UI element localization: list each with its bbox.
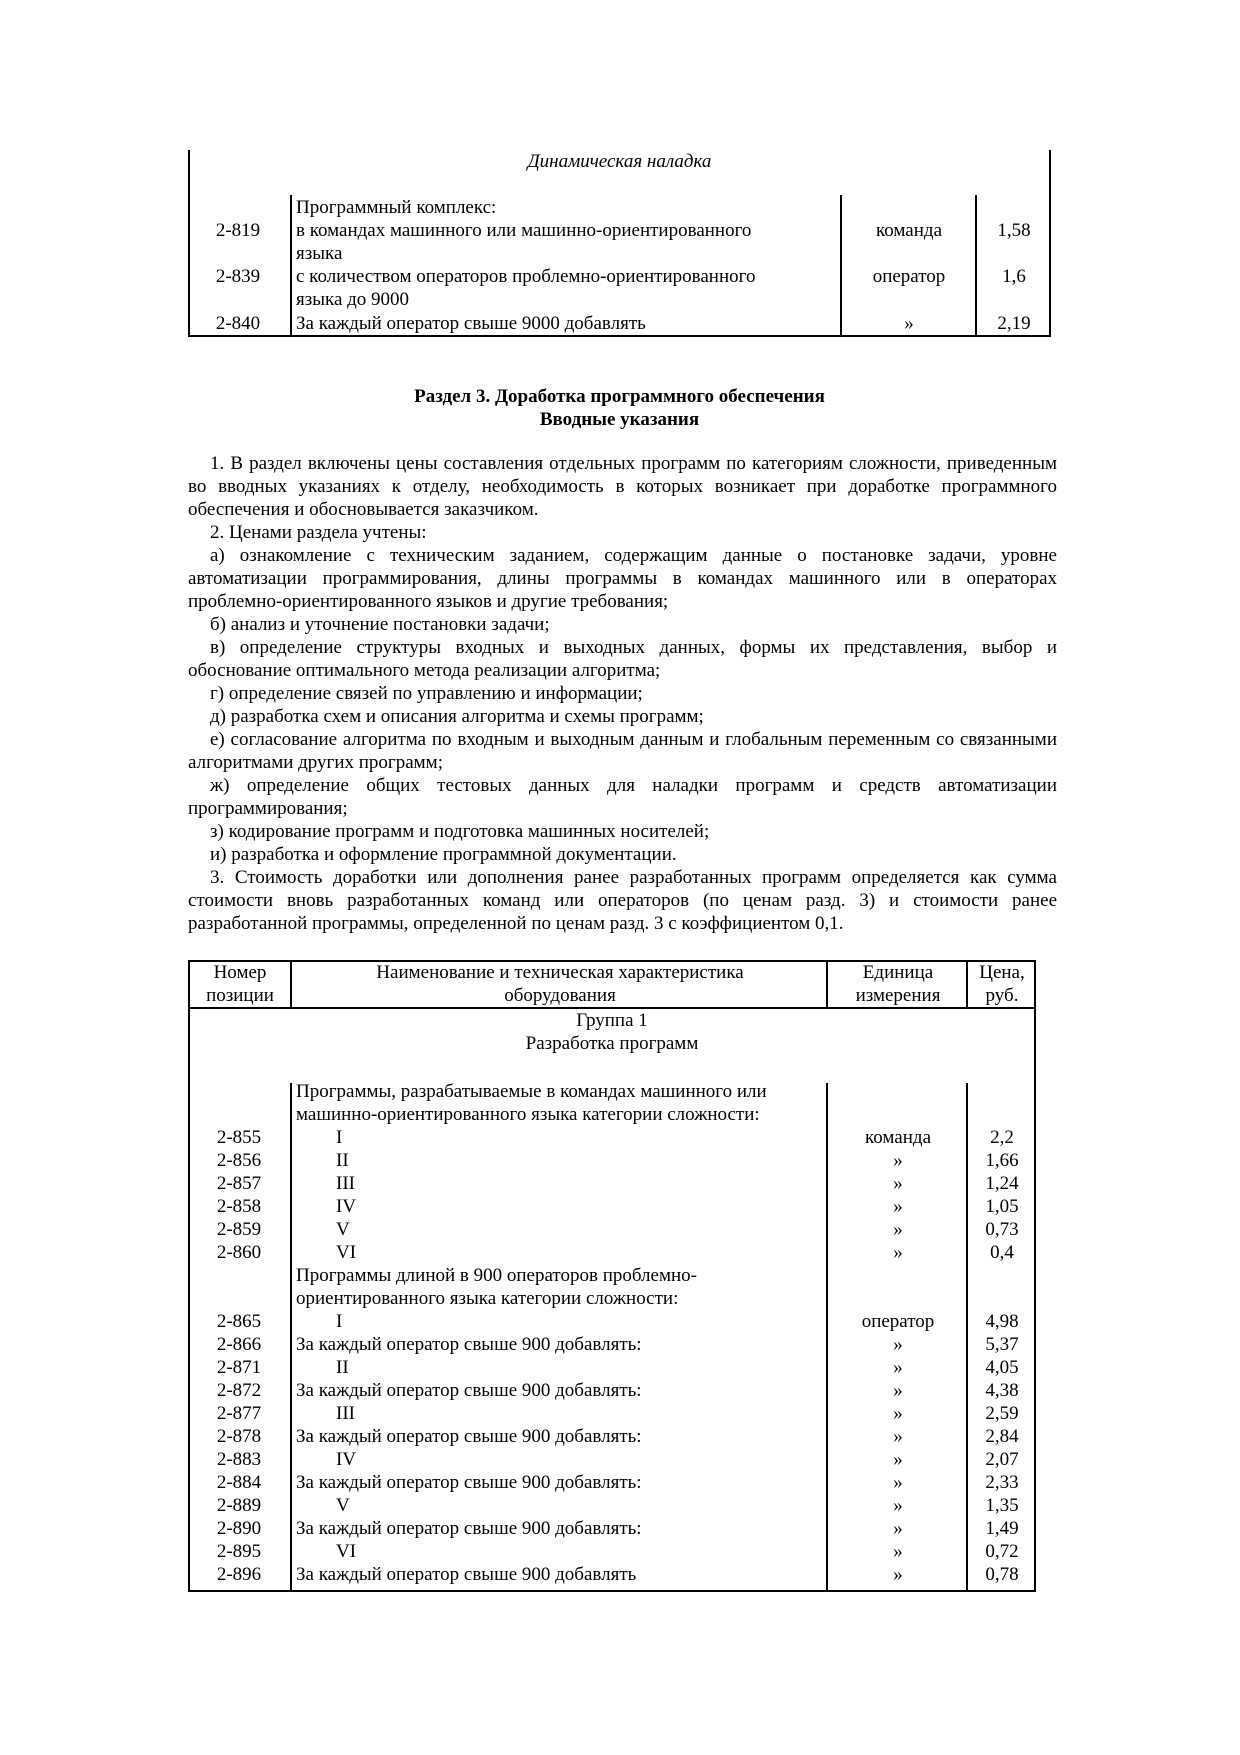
row-description: VI <box>336 1242 357 1263</box>
row-price: 0,78 <box>985 1564 1019 1585</box>
row-unit: » <box>893 1196 903 1217</box>
header-num-line: позиции <box>206 985 274 1006</box>
section-subtitle: Вводные указания <box>539 409 700 430</box>
row-description: с количеством операторов проблемно-ориентированного <box>296 266 756 287</box>
paragraph: 3. Стоимость доработки или дополнения ранее разработанных программ определяется как сумма стоимости вновь разработанных команд или операторов (по ценам разд. 3) и стоимости ранее разработанной программы, определенной по ценам разд. 3 с коэффициентом 0,1. <box>188 867 1057 934</box>
position-number: 2-877 <box>216 1403 262 1424</box>
paragraph: в) определение структуры входных и выходных данных, формы их представления, выбор и обоснование оптимального метода реализации алгоритма; <box>188 637 1057 681</box>
row-price: 1,24 <box>985 1173 1019 1194</box>
row-price: 1,66 <box>985 1150 1019 1171</box>
row-price: 4,38 <box>985 1380 1019 1401</box>
complex-label: Программный комплекс: <box>296 197 497 218</box>
paragraph: б) анализ и уточнение постановки задачи; <box>210 614 550 635</box>
row-description: За каждый оператор свыше 900 добавлять <box>296 1564 637 1585</box>
position-number: 2-856 <box>216 1150 262 1171</box>
row-unit: » <box>893 1242 903 1263</box>
position-number: 2-860 <box>216 1242 262 1263</box>
row-price: 1,35 <box>985 1495 1019 1516</box>
intro-text <box>188 452 1057 935</box>
header-num-line: Номер <box>213 962 267 983</box>
paragraph: г) определение связей по управлению и информации; <box>210 683 643 704</box>
header-unit-line: Единица <box>862 962 934 983</box>
row-price: 5,37 <box>985 1334 1019 1355</box>
position-number: 2-878 <box>216 1426 262 1447</box>
row-description: II <box>336 1357 349 1378</box>
row-unit: » <box>893 1219 903 1240</box>
row-price: 2,2 <box>990 1127 1014 1148</box>
row-description: V <box>336 1495 350 1516</box>
row-description: I <box>336 1311 343 1332</box>
row-price: 1,49 <box>985 1518 1019 1539</box>
row-unit: » <box>893 1334 903 1355</box>
block-title: Программы длиной в 900 операторов проблемно- <box>296 1265 697 1286</box>
row-description: III <box>336 1403 355 1424</box>
position-number: 2-839 <box>215 266 261 287</box>
paragraph: д) разработка схем и описания алгоритма и схемы программ; <box>210 706 704 727</box>
row-description: За каждый оператор свыше 900 добавлять: <box>296 1334 642 1355</box>
position-number: 2-889 <box>216 1495 262 1516</box>
header-price-line: Цена, <box>979 962 1025 983</box>
position-number: 2-884 <box>216 1472 262 1493</box>
group-title: Разработка программ <box>525 1033 699 1054</box>
row-price: 2,33 <box>985 1472 1019 1493</box>
header-name-line: оборудования <box>504 985 616 1006</box>
paragraph: з) кодирование программ и подготовка машинных носителей; <box>210 821 710 842</box>
row-price: 1,6 <box>1002 266 1026 287</box>
section-title: Раздел 3. Доработка программного обеспечения <box>414 386 825 407</box>
row-description: За каждый оператор свыше 900 добавлять: <box>296 1426 642 1447</box>
row-description: IV <box>336 1449 357 1470</box>
position-number: 2-819 <box>215 220 261 241</box>
table-subheading: Динамическая наладка <box>527 151 712 172</box>
row-unit: оператор <box>861 1311 935 1332</box>
row-unit: » <box>893 1518 903 1539</box>
row-unit: команда <box>865 1127 931 1148</box>
header-name-line: Наименование и техническая характеристика <box>376 962 744 983</box>
position-number: 2-855 <box>216 1127 262 1148</box>
row-description: За каждый оператор свыше 900 добавлять: <box>296 1472 642 1493</box>
row-description: языка <box>296 243 343 264</box>
position-number: 2-871 <box>216 1357 262 1378</box>
row-unit: » <box>893 1426 903 1447</box>
row-price: 0,72 <box>985 1541 1019 1562</box>
position-number: 2-895 <box>216 1541 262 1562</box>
row-unit: » <box>904 313 914 334</box>
row-price: 1,58 <box>997 220 1031 241</box>
row-description: За каждый оператор свыше 9000 добавлять <box>296 313 646 334</box>
table-border <box>1049 150 1051 337</box>
row-price: 1,05 <box>985 1196 1019 1217</box>
position-number: 2-840 <box>215 313 261 334</box>
row-unit: » <box>893 1541 903 1562</box>
position-number: 2-858 <box>216 1196 262 1217</box>
paragraph: е) согласование алгоритма по входным и выходным данным и глобальным переменным со связанными алгоритмами других программ; <box>188 729 1057 773</box>
header-unit-line: измерения <box>855 985 941 1006</box>
row-price: 2,59 <box>985 1403 1019 1424</box>
paragraph: а) ознакомление с техническим заданием, содержащим данные о постановке задачи, уровне автоматизации программирования, длины программы в командах машинного или в операторах проблемно-ориентированного языков и другие требования; <box>188 545 1057 612</box>
row-unit: » <box>893 1449 903 1470</box>
position-number: 2-866 <box>216 1334 262 1355</box>
position-number: 2-883 <box>216 1449 262 1470</box>
block-title: машинно-ориентированного языка категории сложности: <box>296 1104 760 1125</box>
row-unit: » <box>893 1173 903 1194</box>
header-price <box>968 961 1036 1007</box>
row-description: I <box>336 1127 343 1148</box>
row-unit: » <box>893 1357 903 1378</box>
paragraph: 1. В раздел включены цены составления отдельных программ по категориям сложности, приведенным во вводных указаниях к отделу, необходимость в которых возникает при доработке программного обеспечения и обосновывается заказчиком. <box>188 453 1057 520</box>
row-unit: команда <box>876 220 942 241</box>
row-price: 0,73 <box>985 1219 1019 1240</box>
paragraph: ж) определение общих тестовых данных для наладки программ и средств автоматизации программирования; <box>188 775 1057 819</box>
row-unit: » <box>893 1380 903 1401</box>
paragraph: и) разработка и оформление программной документации. <box>210 844 677 865</box>
row-description: в командах машинного или машинно-ориентированного <box>296 220 752 241</box>
table-border <box>188 150 190 337</box>
row-description: II <box>336 1150 349 1171</box>
header-price-line: руб. <box>985 985 1019 1006</box>
paragraph: 2. Ценами раздела учтены: <box>210 522 427 543</box>
row-unit: » <box>893 1150 903 1171</box>
position-number: 2-896 <box>216 1564 262 1585</box>
group-label: Группа 1 <box>576 1010 648 1031</box>
position-number: 2-890 <box>216 1518 262 1539</box>
price-table-continuation <box>188 150 1051 337</box>
row-price: 2,84 <box>985 1426 1019 1447</box>
table-border <box>188 1590 1036 1592</box>
block-title: Программы, разрабатываемые в командах машинного или <box>296 1081 767 1102</box>
row-price: 2,19 <box>997 313 1031 334</box>
row-price: 4,98 <box>985 1311 1019 1332</box>
row-price: 4,05 <box>985 1357 1019 1378</box>
row-unit: оператор <box>872 266 946 287</box>
row-description: За каждый оператор свыше 900 добавлять: <box>296 1518 642 1539</box>
row-unit: » <box>893 1564 903 1585</box>
row-price: 2,07 <box>985 1449 1019 1470</box>
row-description: VI <box>336 1541 357 1562</box>
row-description: За каждый оператор свыше 900 добавлять: <box>296 1380 642 1401</box>
row-unit: » <box>893 1472 903 1493</box>
row-unit: » <box>893 1495 903 1516</box>
header-name <box>292 961 828 1007</box>
row-description: IV <box>336 1196 357 1217</box>
position-number: 2-872 <box>216 1380 262 1401</box>
table-border <box>290 195 292 337</box>
table-border <box>188 335 1051 337</box>
row-description: III <box>336 1173 355 1194</box>
header-unit <box>828 961 968 1007</box>
row-description: языка до 9000 <box>296 289 410 310</box>
header-num <box>188 961 292 1007</box>
block-title: ориентированного языка категории сложности: <box>296 1288 679 1309</box>
position-number: 2-865 <box>216 1311 262 1332</box>
position-number: 2-859 <box>216 1219 262 1240</box>
position-number: 2-857 <box>216 1173 262 1194</box>
row-description: V <box>336 1219 350 1240</box>
row-price: 0,4 <box>990 1242 1014 1263</box>
table-border <box>290 1083 292 1591</box>
price-table <box>188 960 1036 1592</box>
row-unit: » <box>893 1403 903 1424</box>
table-border <box>975 195 977 337</box>
